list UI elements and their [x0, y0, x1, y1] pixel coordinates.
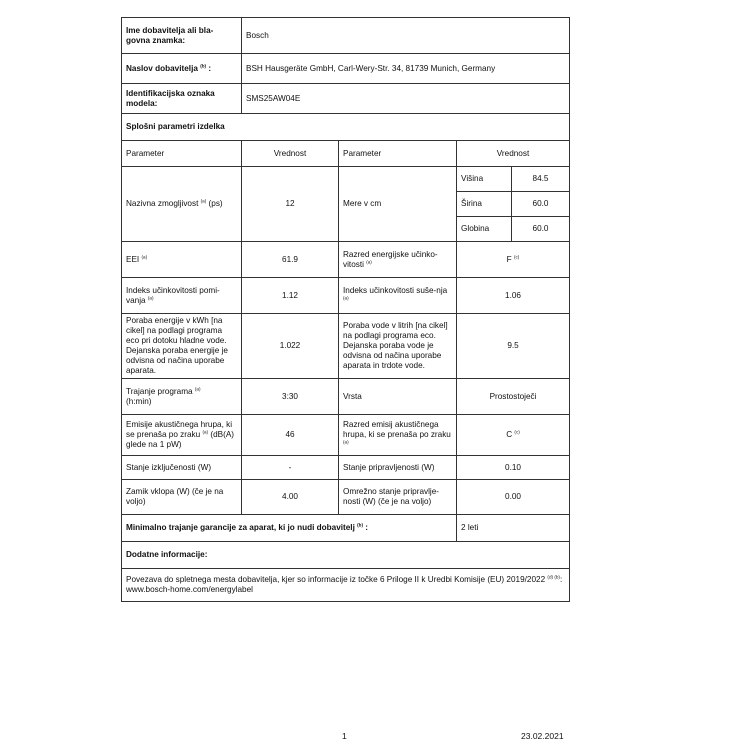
rated-capacity-label: Nazivna zmogljivost $^{(a)}$ (ps) — [122, 167, 242, 242]
parameter-column-header: Parameter — [339, 141, 457, 167]
general-parameters-heading: Splošni parametri izdelka — [122, 114, 570, 141]
drying-index-label: Indeks učinkovitosti suše-nja $^{(a)}$ — [339, 278, 457, 314]
supplier-label: Ime dobavitelja ali bla-govna znamka: — [122, 18, 242, 54]
cleaning-index-label: Indeks učinkovitosti pomi-vanja $^{(a)}$ — [122, 278, 242, 314]
water-consumption-label: Poraba vode v litrih [na cikel] na podlagi programa eco. Dejanska poraba vode je odvisna od načina uporabe aparata in trdote vode. — [339, 314, 457, 379]
noise-emission-value: 46 — [242, 415, 339, 456]
off-mode-value: - — [242, 456, 339, 480]
cleaning-index-value: 1.12 — [242, 278, 339, 314]
address-label: Naslov dobavitelja $^{(b)}$ : — [122, 54, 242, 84]
type-label: Vrsta — [339, 379, 457, 415]
width-label: Širina — [457, 192, 512, 217]
page-number: 1 — [342, 731, 347, 741]
depth-label: Globina — [457, 217, 512, 242]
height-label: Višina — [457, 167, 512, 192]
parameter-column-header: Parameter — [122, 141, 242, 167]
value-column-header: Vrednost — [242, 141, 339, 167]
document-date: 23.02.2021 — [521, 731, 564, 741]
product-information-sheet — [121, 17, 570, 602]
noise-emission-label: Emisije akustičnega hrupa, ki se prenaša po zraku $^{(a)}$ (dB(A) glede na 1 pW) — [122, 415, 242, 456]
supplier-website-info: Povezava do spletnega mesta dobavitelja, kjer so informacije iz točke 6 Priloge II k Uredbi Komisije (EU) 2019/2022 $^{(d) (b)}$: www.bosch-home.com/energylabel — [122, 569, 570, 602]
drying-index-value: 1.06 — [457, 278, 570, 314]
value-column-header: Vrednost — [457, 141, 570, 167]
additional-info-heading: Dodatne informacije: — [122, 542, 570, 569]
dimensions-label: Mere v cm — [339, 167, 457, 242]
height-value: 84.5 — [512, 167, 570, 192]
delay-start-value: 4.00 — [242, 480, 339, 515]
guarantee-value: 2 leti — [457, 515, 570, 542]
noise-class-label: Razred emisij akustičnega hrupa, ki se prenaša po zraku $^{(a)}$ — [339, 415, 457, 456]
energy-consumption-value: 1.022 — [242, 314, 339, 379]
model-value: SMS25AW04E — [242, 84, 570, 114]
energy-class-value: F $^{(c)}$ — [457, 242, 570, 278]
width-value: 60.0 — [512, 192, 570, 217]
noise-class-value: C $^{(c)}$ — [457, 415, 570, 456]
networked-standby-label: Omrežno stanje pripravlje-nosti (W) (če je na voljo) — [339, 480, 457, 515]
depth-value: 60.0 — [512, 217, 570, 242]
standby-mode-value: 0.10 — [457, 456, 570, 480]
model-label: Identifikacijska oznaka modela: — [122, 84, 242, 114]
off-mode-label: Stanje izključenosti (W) — [122, 456, 242, 480]
eei-value: 61.9 — [242, 242, 339, 278]
energy-class-label: Razred energijske učinko-vitosti $^{(a)}$ — [339, 242, 457, 278]
address-value: BSH Hausgeräte GmbH, Carl-Wery-Str. 34, 81739 Munich, Germany — [242, 54, 570, 84]
energylabel-link[interactable]: : www.bosch-home.com/energylabel — [126, 575, 563, 594]
program-duration-value: 3:30 — [242, 379, 339, 415]
water-consumption-value: 9.5 — [457, 314, 570, 379]
guarantee-label: Minimalno trajanje garancije za aparat, ki jo nudi dobavitelj $^{(b)}$ : — [122, 515, 457, 542]
networked-standby-value: 0.00 — [457, 480, 570, 515]
energy-consumption-label: Poraba energije v kWh [na cikel] na podlagi programa eco pri dotoku hladne vode. Dejanska poraba energije je odvisna od načina uporabe aparata. — [122, 314, 242, 379]
type-value: Prostostoječi — [457, 379, 570, 415]
supplier-value: Bosch — [242, 18, 570, 54]
program-duration-label: Trajanje programa $^{(a)}$ (h:min) — [122, 379, 242, 415]
delay-start-label: Zamik vklopa (W) (če je na voljo) — [122, 480, 242, 515]
eei-label: EEI $^{(a)}$ — [122, 242, 242, 278]
rated-capacity-value: 12 — [242, 167, 339, 242]
standby-mode-label: Stanje pripravljenosti (W) — [339, 456, 457, 480]
